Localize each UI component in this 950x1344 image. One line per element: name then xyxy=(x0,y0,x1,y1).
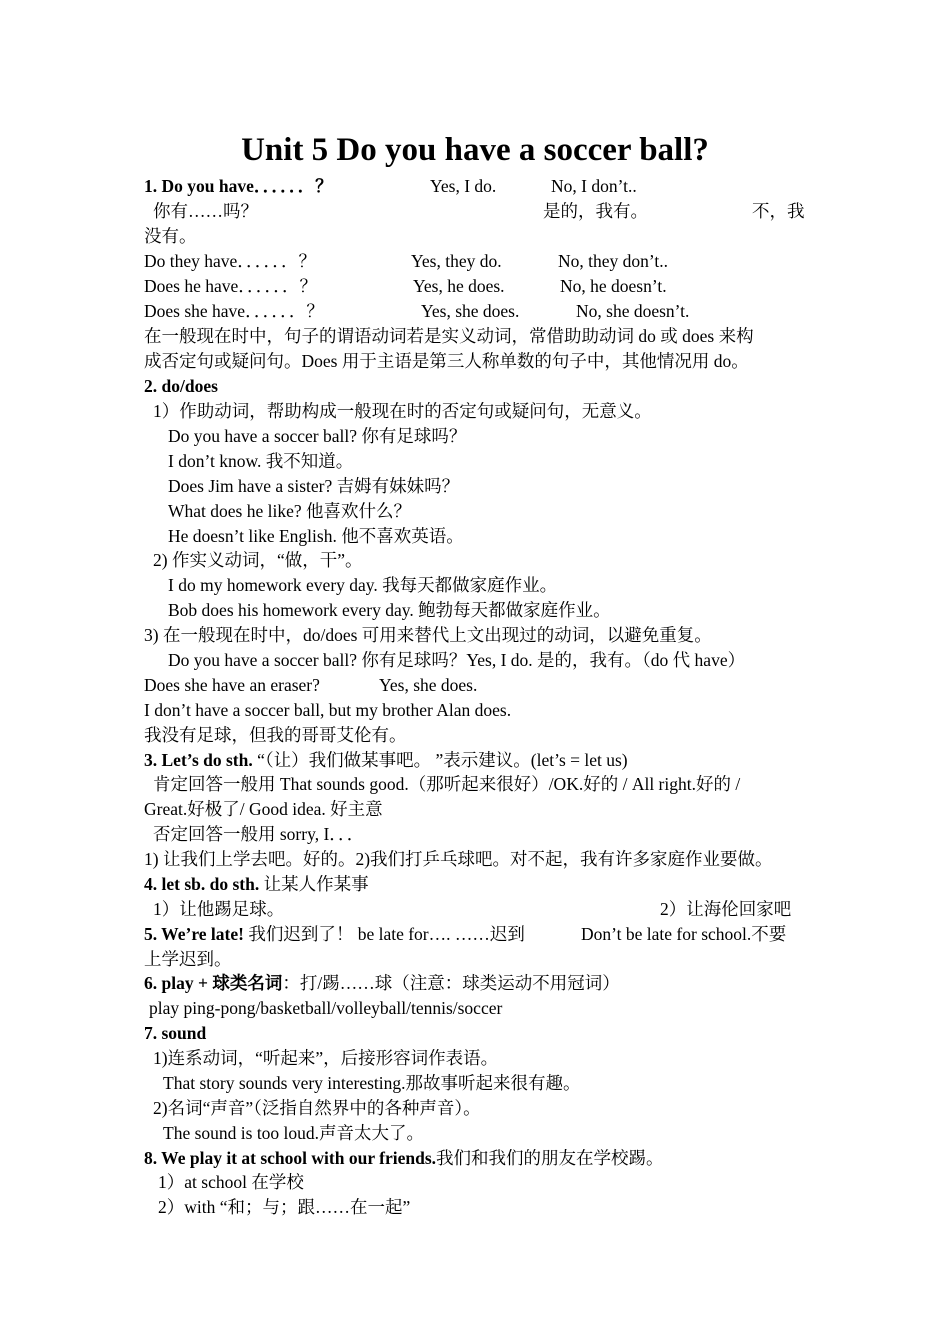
s1-she-question: Does she have．．．．．．？ xyxy=(144,301,324,321)
s1-cn-no-b: 没有。 xyxy=(144,226,197,246)
s5-tail: Don’t be late for school.不要 xyxy=(581,924,787,944)
s1-cn-question: 你有……吗？ xyxy=(153,201,258,221)
s1-yes: Yes, I do. xyxy=(430,176,497,196)
s7-line-4: The sound is too loud.声音太大了。 xyxy=(163,1123,425,1143)
s2-example-11: 我没有足球，但我的哥哥艾伦有。 xyxy=(144,725,407,745)
s4-heading-line xyxy=(144,872,369,897)
s5-heading-rest: 我们迟到了！ be late for…. ……迟到 xyxy=(243,924,525,944)
s2-heading: 2. do/does xyxy=(144,376,218,396)
s1-line-1 xyxy=(144,174,333,199)
s8-heading-rest: 我们和我们的朋友在学校踢。 xyxy=(436,1148,664,1168)
s1-cn-yes: 是的，我有。 xyxy=(543,201,648,221)
s4-heading: 4. let sb. do sth. xyxy=(144,874,260,894)
s1-he-yes: Yes, he does. xyxy=(413,276,505,296)
s4-heading-rest: 让某人作某事 xyxy=(259,874,369,894)
s5-line-2: 上学迟到。 xyxy=(144,949,232,969)
s8-heading: 8. We play it at school with our friends. xyxy=(144,1148,437,1168)
s6-heading-rest: ：打/踢……球（注意：球类运动不用冠词） xyxy=(282,973,620,993)
s6-heading: 6. play + 球类名词 xyxy=(144,973,283,993)
s5-heading-line xyxy=(144,922,525,947)
s2-example-4: What does he like? 他喜欢什么？ xyxy=(168,501,412,521)
s7-line-1: 1)连系动词，“听起来”，后接形容词作表语。 xyxy=(153,1048,499,1068)
s2-example-9a: Does she have an eraser? xyxy=(144,675,320,695)
s1-they-yes: Yes, they do. xyxy=(411,251,502,271)
s2-example-5: He doesn’t like English. 他不喜欢英语。 xyxy=(168,526,464,546)
s2-example-3: Does Jim have a sister? 吉姆有妹妹吗？ xyxy=(168,476,460,496)
page-title: Unit 5 Do you have a soccer ball? xyxy=(241,132,709,168)
s4-line-1a: 1）让他踢足球。 xyxy=(153,899,285,919)
s2-example-2: I don’t know. 我不知道。 xyxy=(168,451,354,471)
s1-he-no: No, he doesn’t. xyxy=(560,276,667,296)
s7-heading-line xyxy=(144,1021,206,1046)
s5-heading: 5. We’re late! xyxy=(144,924,244,944)
s3-line-3: 否定回答一般用 sorry, I．．． xyxy=(153,824,365,844)
s8-heading-line xyxy=(144,1146,664,1171)
s1-note-line-1: 在一般现在时中，句子的谓语动词若是实义动词，常借助助动词 do 或 does 来构 xyxy=(144,326,754,346)
s2-example-6: I do my homework every day. 我每天都做家庭作业。 xyxy=(168,575,558,595)
s2-point-1: 1）作助动词，帮助构成一般现在时的否定句或疑问句，无意义。 xyxy=(153,401,652,421)
s3-heading-rest: “（让）我们做某事吧。 ”表示建议。(let’s = let us) xyxy=(252,750,628,770)
s3-line-2: Great.好极了/ Good idea. 好主意 xyxy=(144,799,383,819)
s2-heading-line xyxy=(144,374,218,399)
s6-heading-line xyxy=(144,971,620,996)
s1-note-line-2: 成否定句或疑问句。Does 用于主语是第三人称单数的句子中，其他情况用 do。 xyxy=(144,351,749,371)
s1-they-question: Do they have．．．．．．？ xyxy=(144,251,317,271)
s3-heading: 3. Let’s do sth. xyxy=(144,750,253,770)
s1-she-no: No, she doesn’t. xyxy=(576,301,690,321)
s3-line-4: 1) 让我们上学去吧。好的。2)我们打乒乓球吧。对不起，我有许多家庭作业要做。 xyxy=(144,849,773,869)
s2-example-7: Bob does his homework every day. 鲍勃每天都做家庭作业。 xyxy=(168,600,611,620)
s1-they-no: No, they don’t.. xyxy=(558,251,669,271)
s8-line-2: 2）with “和；与；跟……在一起” xyxy=(158,1197,411,1217)
s7-line-2: That story sounds very interesting.那故事听起来很有趣。 xyxy=(163,1073,581,1093)
s2-point-2: 2) 作实义动词，“做，干”。 xyxy=(153,550,363,570)
s1-he-question: Does he have．．．．．．？ xyxy=(144,276,318,296)
s2-example-8: Do you have a soccer ball? 你有足球吗？Yes, I do. 是的，我有。（do 代 have） xyxy=(168,650,746,670)
s2-example-10: I don’t have a soccer ball, but my brother Alan does. xyxy=(144,700,512,720)
s7-heading: 7. sound xyxy=(144,1023,207,1043)
s2-point-3: 3) 在一般现在时中，do/does 可用来替代上文出现过的动词，以避免重复。 xyxy=(144,625,712,645)
s2-example-1: Do you have a soccer ball? 你有足球吗？ xyxy=(168,426,467,446)
s3-heading-line xyxy=(144,748,628,773)
s2-example-9b: Yes, she does. xyxy=(379,675,478,695)
s4-line-1b: 2）让海伦回家吧 xyxy=(660,899,792,919)
s1-she-yes: Yes, she does. xyxy=(421,301,520,321)
s6-line-1: play ping-pong/basketball/volleyball/tennis/soccer xyxy=(149,998,503,1018)
s1-cn-no-a: 不，我 xyxy=(752,201,805,221)
s7-line-3: 2)名词“声音”（泛指自然界中的各种声音）。 xyxy=(153,1098,481,1118)
s1-heading: 1. Do you have．．．．．．？ xyxy=(144,176,333,196)
s3-line-1: 肯定回答一般用 That sounds good.（那听起来很好）/OK.好的 / All right.好的 / xyxy=(153,774,741,794)
s8-line-1: 1）at school 在学校 xyxy=(158,1172,304,1192)
s1-no: No, I don’t.. xyxy=(551,176,637,196)
